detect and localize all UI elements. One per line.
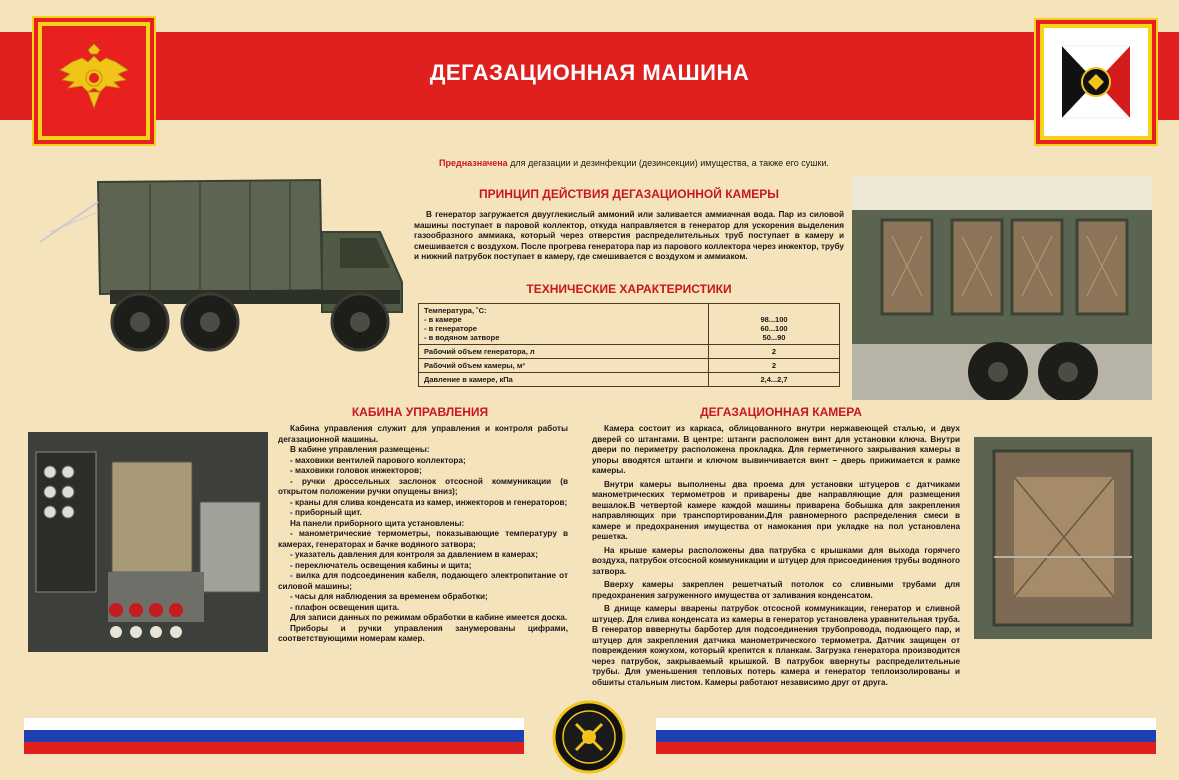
table-row: [419, 304, 840, 345]
temp-value-cell: [709, 304, 840, 345]
truck-photo: [40, 172, 408, 372]
cab-line: Для записи данных по режимам обработки в кабине имеется доска.: [290, 613, 568, 622]
temp-label: Температура, ˚С:: [424, 306, 487, 315]
table-row: [419, 373, 840, 387]
principle-paragraph: В генератор загружается двууглекислый аммоний или заливается аммиачная вода. Пар из силовой машины поступает в паровой коллектор, откуда направляется в генератор для ускорения выделения газообразного аммиака, который через отверстия распределительных труб поступает в камеру и смешивается с воздухом. После прогрева генератора пар из парового коллектора через инжектор, трубу и нижний патрубок поступает в камеру, где смешивается с воздухом и аммиаком.: [414, 210, 844, 261]
chamber-volume-value: 2: [709, 359, 840, 373]
troops-circle-emblem-icon: [552, 700, 626, 774]
cab-line: Приборы и ручки управления занумерованы цифрами, соответствующими номерам камер.: [278, 623, 568, 643]
pressure-label: Давление в камере, кПа: [419, 373, 709, 387]
chamber-heading: ДЕГАЗАЦИОННАЯ КАМЕРА: [700, 405, 862, 419]
cab-line: Кабина управления служит для управления и контроля работы дегазационной машины.: [278, 424, 568, 444]
russian-flag-left: [24, 718, 524, 754]
chamber-interior-photo: [974, 437, 1152, 639]
principle-text: [414, 210, 844, 266]
chamber-paragraph: В днище камеры вварены патрубок отсосной коммуникации, генератор и сливной штуцер. Для слива конденсата из камеры в генератор установлена уравнительная труба. В генератор вввернуты барботер для подсоединения трубопровода, подающего пар, и штуцер для закрепления датчика манометрического термометра. Датчик защищен от повреждения кожухом, который крепится к планкам. Загрузка генератора производится через патрубок, закрываемый крышкой. В патрубок ввернуты распределительные трубы. Для уменьшения тепловых потерь камера и генератор теплоизолированы и обшиты стальным листом. Камеры работают независимо друг от друга.: [592, 604, 960, 687]
intro-body: для дегазации и дезинфекции (дезинсекции) имущества, а также его сушки.: [507, 158, 829, 168]
bottom-emblem: [552, 700, 626, 774]
temp-value: 60...100: [760, 324, 788, 333]
emblem-right: [1040, 24, 1152, 140]
control-panel-photo: [28, 432, 268, 652]
gen-volume-label: Рабочий объем генератора, л: [419, 345, 709, 359]
cab-heading: КАБИНА УПРАВЛЕНИЯ: [351, 405, 489, 419]
tech-heading: ТЕХНИЧЕСКИЕ ХАРАКТЕРИСТИКИ: [526, 282, 732, 296]
temp-value: 50...90: [762, 333, 786, 342]
cab-line: - плафон освещения щита.: [290, 602, 400, 612]
tech-table: [418, 303, 840, 387]
chamber-side-photo: [852, 176, 1152, 400]
cab-line: На панели приборного щита установлены:: [290, 518, 465, 528]
russian-flag-right: [656, 718, 1156, 754]
chamber-paragraph: Камера состоит из каркаса, облицованного внутри нержавеющей сталью, и двух дверей со штангами. В центре: штанги расположен винт для установки ключа. Внутри двери по периметру расположена прокладка. Для герметичного закрывания камеры в упоры вводятся штанги и ключом вывинчивается винт – дверь прижимается к рамке камеры.: [592, 424, 960, 475]
cab-line: - переключатель освещения кабины и щита;: [290, 560, 472, 570]
intro-highlight: Предназначена: [439, 158, 508, 168]
principle-heading: ПРИНЦИП ДЕЙСТВИЯ ДЕГАЗАЦИОННОЙ КАМЕРЫ: [479, 187, 779, 201]
temp-item: - в водяном затворе: [424, 333, 500, 342]
chamber-paragraph: Вверху камеры закреплен решетчатый потолок со сливными трубами для предохранения загруженного имущества от заливания конденсатом.: [592, 580, 960, 600]
cab-line: - маховики вентилей парового коллектора;: [290, 455, 466, 465]
cab-line: - указатель давления для контроля за давлением в камерах;: [290, 550, 538, 559]
chamber-paragraph: Внутри камеры выполнены два проема для установки штуцеров с датчиками манометрических термометров и приварены две направляющие для размещения вешалок.В четвертой камере каждой машины приварена бобышка для закрепления направляющих при транспортировании.Для равномерного распределения смеси в камере и предохранения имущества от намокания при укладке на пол установлена решетка.: [592, 479, 960, 541]
cab-line: - часы для наблюдения за временем обработки;: [290, 592, 488, 601]
cab-line: В кабине управления размещены:: [290, 445, 430, 454]
cab-line: - краны для слива конденсата из камер, инжекторов и генераторов;: [290, 497, 568, 507]
temp-value: 98...100: [760, 315, 788, 324]
temp-item: - в генераторе: [424, 324, 477, 333]
cab-line: - ручки дроссельных заслонок отсосной коммуникации (в открытом положении ручки опущены вниз);: [278, 476, 568, 496]
cab-line: - манометрические термометры, показывающие температуру в камерах, генераторах и бачке водяного затвора;: [278, 529, 568, 549]
table-row: [419, 359, 840, 373]
emblem-left: [38, 22, 150, 140]
cab-line: - маховики головок инжекторов;: [290, 466, 422, 475]
chamber-volume-label: Рабочий объем камеры, м³: [419, 359, 709, 373]
chamber-paragraph: На крыше камеры расположены два патрубка с крышками для выхода горячего воздуха, патрубок отсосной коммуникации и штуцер для присоединения трубы водяного затвора.: [592, 545, 960, 576]
troops-flag-icon: [1044, 28, 1148, 136]
gen-volume-value: 2: [709, 345, 840, 359]
page-title: ДЕГАЗАЦИОННАЯ МАШИНА: [429, 60, 750, 85]
table-row: [419, 345, 840, 359]
temp-item: - в камере: [424, 315, 462, 324]
eagle-emblem-icon: [42, 26, 146, 136]
pressure-value: 2,4...2,7: [709, 373, 840, 387]
intro-text: [414, 158, 854, 168]
cab-text: [278, 424, 568, 645]
temp-label-cell: [419, 304, 709, 345]
cab-line: - приборный щит.: [290, 508, 362, 517]
cab-line: - вилка для подсоединения кабеля, подающего электропитание от силовой машины;: [278, 571, 568, 591]
chamber-text: [592, 424, 960, 691]
